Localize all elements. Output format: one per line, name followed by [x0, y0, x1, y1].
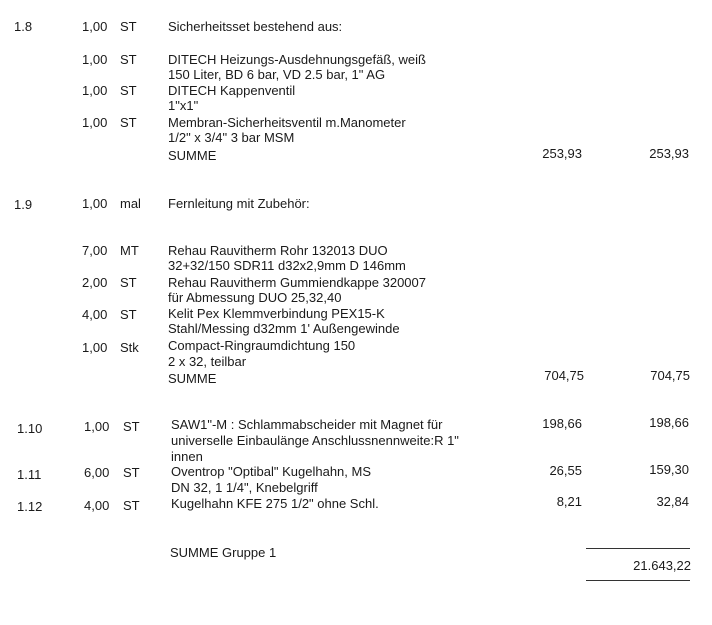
quantity: 4,00 — [82, 307, 108, 322]
unit-price: 8,21 — [556, 494, 582, 509]
unit: mal — [120, 196, 141, 211]
sum-rule-top — [586, 548, 690, 549]
description: Rehau Rauvitherm Rohr 132013 DUO — [168, 243, 388, 258]
description: Stahl/Messing d32mm 1' Außengewinde — [168, 321, 400, 336]
line-total: 159,30 — [649, 462, 689, 477]
unit: ST — [120, 52, 137, 67]
description: Sicherheitsset bestehend aus: — [168, 19, 343, 34]
unit: ST — [120, 275, 137, 290]
description: innen — [171, 449, 203, 464]
sum-rule-bottom — [586, 580, 690, 581]
description: DITECH Kappenventil — [168, 83, 296, 98]
description: 2 x 32, teilbar — [168, 354, 247, 369]
quantity: 7,00 — [82, 243, 108, 258]
unit: Stk — [120, 340, 139, 355]
unit: ST — [120, 19, 137, 34]
subtotal-label: SUMME — [168, 371, 217, 386]
quantity: 1,00 — [82, 19, 108, 34]
description: universelle Einbaulänge Anschlussnennweite:R 1" — [171, 433, 459, 448]
line-total: 253,93 — [649, 146, 689, 161]
description: Fernleitung mit Zubehör: — [168, 196, 310, 211]
quantity: 2,00 — [82, 275, 108, 290]
unit: ST — [123, 419, 140, 434]
group-sum-value: 21.643,22 — [633, 558, 691, 573]
quantity: 1,00 — [82, 83, 108, 98]
quantity: 1,00 — [82, 340, 108, 355]
description: SAW1"-M : Schlammabscheider mit Magnet für — [171, 417, 443, 432]
group-sum-label: SUMME Gruppe 1 — [170, 545, 277, 560]
unit: MT — [120, 243, 139, 258]
description: Oventrop "Optibal" Kugelhahn, MS — [171, 464, 372, 479]
unit: ST — [123, 498, 140, 513]
description: Membran-Sicherheitsventil m.Manometer — [168, 115, 406, 130]
position-number: 1.11 — [17, 467, 42, 482]
quantity: 6,00 — [84, 465, 110, 480]
description: Kugelhahn KFE 275 1/2" ohne Schl. — [171, 496, 379, 511]
quantity: 1,00 — [82, 115, 108, 130]
description: 1/2" x 3/4" 3 bar MSM — [168, 130, 295, 145]
line-total: 704,75 — [650, 368, 690, 383]
unit-price: 704,75 — [544, 368, 584, 383]
quantity: 1,00 — [82, 196, 108, 211]
unit: ST — [120, 83, 137, 98]
position-number: 1.8 — [14, 19, 33, 34]
subtotal-label: SUMME — [168, 148, 217, 163]
unit: ST — [123, 465, 140, 480]
description: 150 Liter, BD 6 bar, VD 2.5 bar, 1" AG — [168, 67, 386, 82]
description: für Abmessung DUO 25,32,40 — [168, 290, 342, 305]
position-number: 1.9 — [14, 197, 33, 212]
position-number: 1.10 — [17, 421, 43, 436]
position-number: 1.12 — [17, 499, 43, 514]
unit: ST — [120, 307, 137, 322]
quantity: 4,00 — [84, 498, 110, 513]
quantity: 1,00 — [84, 419, 110, 434]
description: DN 32, 1 1/4", Knebelgriff — [171, 480, 318, 495]
unit-price: 198,66 — [542, 416, 582, 431]
line-total: 32,84 — [656, 494, 689, 509]
unit-price: 26,55 — [549, 463, 582, 478]
description: DITECH Heizungs-Ausdehnungsgefäß, weiß — [168, 52, 426, 67]
unit-price: 253,93 — [542, 146, 582, 161]
description: 1"x1" — [168, 98, 199, 113]
line-total: 198,66 — [649, 415, 689, 430]
description: Rehau Rauvitherm Gummiendkappe 320007 — [168, 275, 426, 290]
description: Compact-Ringraumdichtung 150 — [168, 338, 356, 353]
unit: ST — [120, 115, 137, 130]
description: Kelit Pex Klemmverbindung PEX15-K — [168, 306, 385, 321]
description: 32+32/150 SDR11 d32x2,9mm D 146mm — [168, 258, 406, 273]
quantity: 1,00 — [82, 52, 108, 67]
